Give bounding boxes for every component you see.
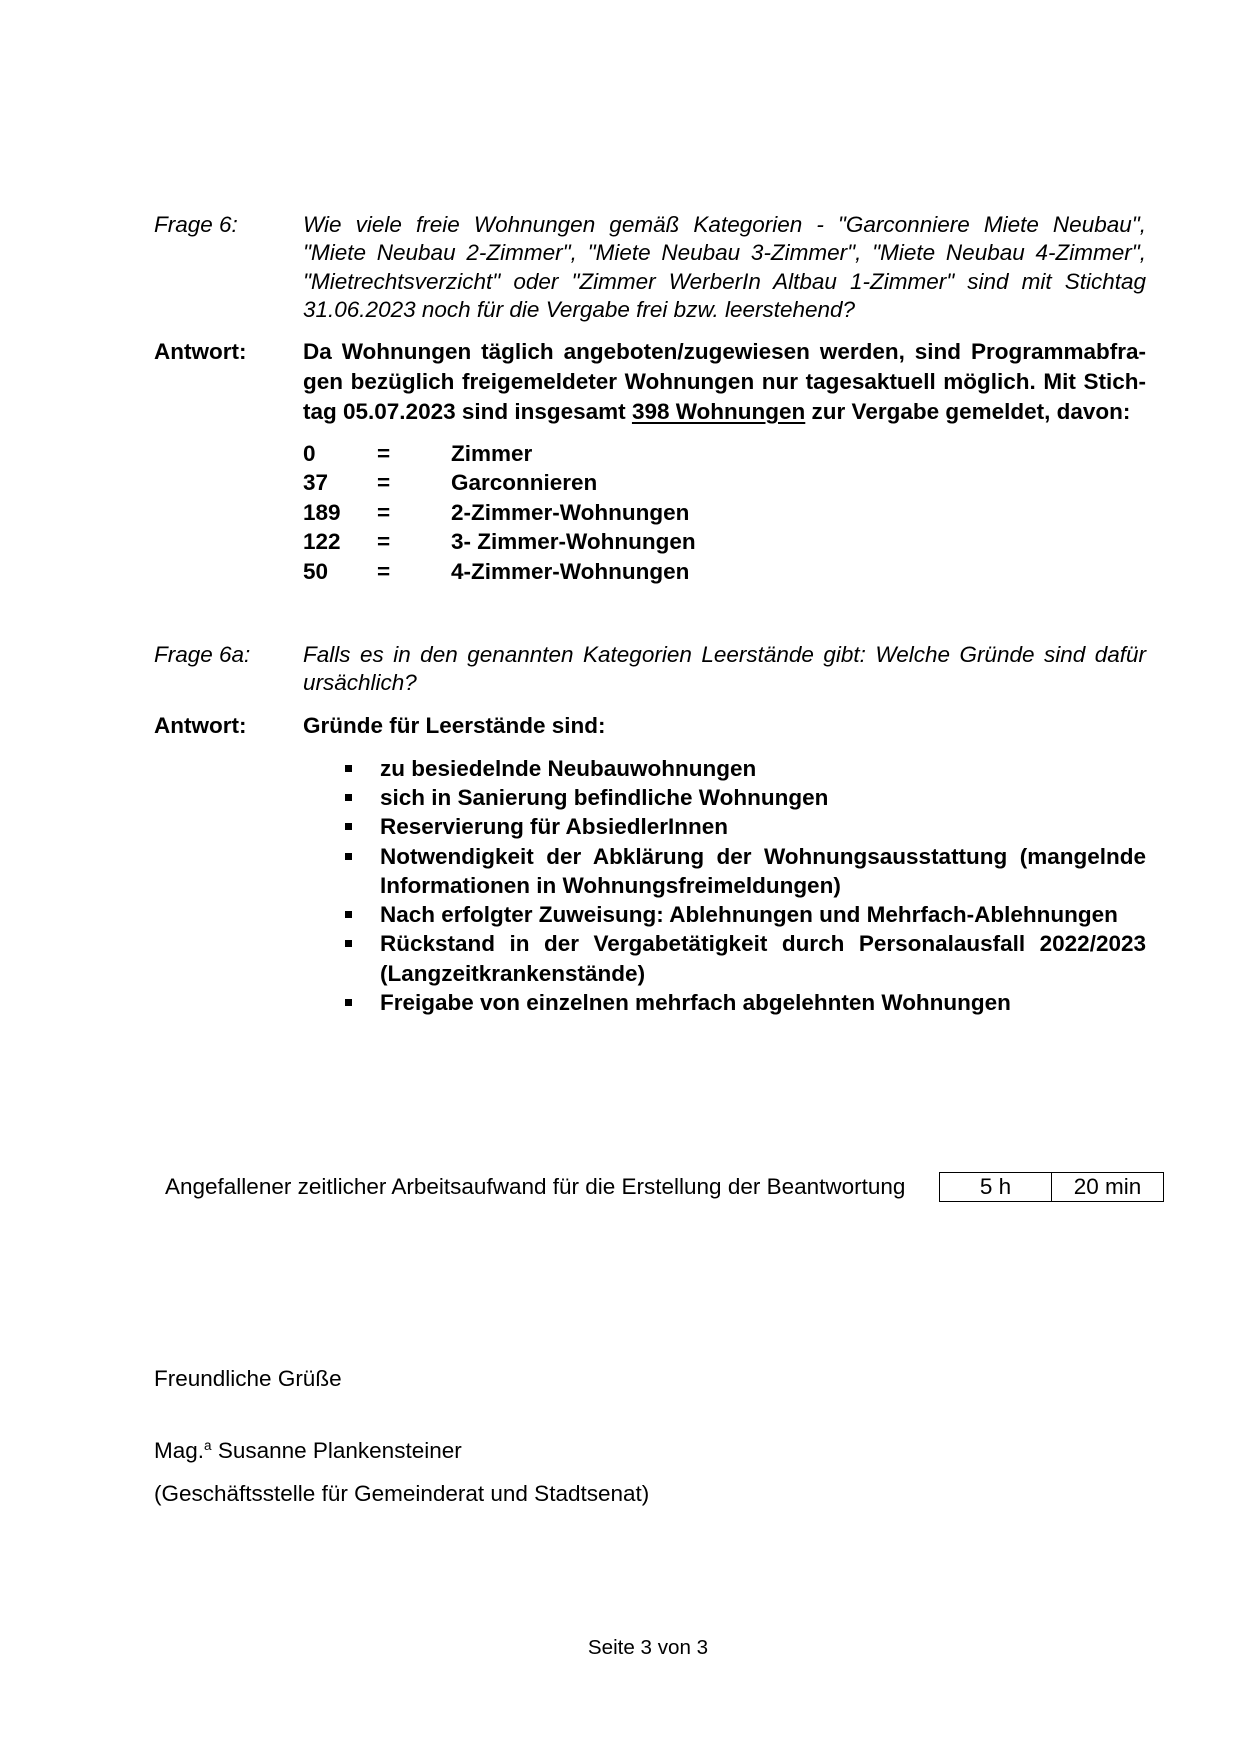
question-6-label: Frage 6: <box>154 211 238 237</box>
answer-6a-label: Antwort: <box>154 713 247 739</box>
question-6a-text <box>303 641 1146 697</box>
breakdown-equals-sign: = <box>377 470 391 496</box>
question-6a-text-line: Falls es in den genannten Kategorien Leerstände gibt: Welche Gründe sind dafür <box>303 641 1146 667</box>
reason-text-line: Freigabe von einzelnen mehrfach abgelehnten Wohnungen <box>380 989 1011 1015</box>
signature-name: Susanne Plankensteiner <box>217 1438 462 1463</box>
reason-text-line: zu besiedelnde Neubauwohnungen <box>380 755 757 781</box>
breakdown-category: Zimmer <box>451 440 533 466</box>
answer-6-total-apartments: 398 Wohnungen <box>631 398 806 424</box>
question-6-text-line: Wie viele freie Wohnungen gemäß Kategorien - "Garconniere Miete Neubau", <box>303 211 1146 237</box>
breakdown-count: 189 <box>303 499 341 525</box>
answer-6-text-line: gen bezüglich freigemeldeter Wohnungen nur tagesaktuell möglich. Mit Stich- <box>303 368 1146 394</box>
reason-text-line: sich in Sanierung befindliche Wohnungen <box>380 785 829 811</box>
reason-text-line: Rückstand in der Vergabetätigkeit durch Personalausfall 2022/2023 <box>380 931 1146 957</box>
breakdown-equals-sign: = <box>377 499 391 525</box>
reason-text-line: Notwendigkeit der Abklärung der Wohnungsausstattung (mangelnde <box>380 843 1146 869</box>
reason-text-line: Informationen in Wohnungsfreimeldungen) <box>380 872 841 898</box>
breakdown-row <box>303 439 803 469</box>
closing-greeting: Freundliche Grüße <box>154 1366 342 1391</box>
effort-box <box>939 1172 1164 1202</box>
answer-6-text-line <box>303 397 1146 427</box>
reason-text-line: (Langzeitkrankenstände) <box>380 960 646 986</box>
effort-minutes: 20 min <box>1051 1173 1163 1201</box>
reason-item <box>380 783 1146 812</box>
square-bullet-icon <box>345 853 352 860</box>
square-bullet-icon <box>345 823 352 830</box>
breakdown-count: 50 <box>303 558 329 584</box>
breakdown-category: Garconnieren <box>451 470 598 496</box>
apartment-breakdown-table <box>303 439 803 587</box>
answer-6a-intro-text: Gründe für Leerstände sind: <box>303 713 606 739</box>
reasons-list <box>380 754 1146 1017</box>
question-6a-text-line: ursächlich? <box>303 669 417 695</box>
reason-item <box>380 929 1146 988</box>
reason-item <box>380 988 1146 1017</box>
question-6-text-line: 31.06.2023 noch für die Vergabe frei bzw. leerstehend? <box>303 297 856 323</box>
breakdown-count: 0 <box>303 440 316 466</box>
answer-6-text <box>303 337 1146 426</box>
signature-department: (Geschäftsstelle für Gemeinderat und Stadtsenat) <box>154 1481 650 1506</box>
breakdown-category: 2-Zimmer-Wohnungen <box>451 499 690 525</box>
reason-text-line: Nach erfolgter Zuweisung: Ablehnungen und Mehrfach-Ablehnungen <box>380 902 1118 928</box>
square-bullet-icon <box>345 911 352 918</box>
signature-title-superscript: a <box>204 1438 212 1453</box>
answer-6-label: Antwort: <box>154 339 247 365</box>
breakdown-row <box>303 498 803 528</box>
breakdown-equals-sign: = <box>377 440 391 466</box>
answer-6-text-line: Da Wohnungen täglich angeboten/zugewiesen werden, sind Programmabfra- <box>303 339 1146 365</box>
square-bullet-icon <box>345 940 352 947</box>
breakdown-row <box>303 468 803 498</box>
effort-hours: 5 h <box>979 1174 1012 1199</box>
breakdown-count: 37 <box>303 470 329 496</box>
breakdown-row <box>303 527 803 557</box>
page-number-footer: Seite 3 von 3 <box>587 1636 709 1659</box>
breakdown-row <box>303 557 803 587</box>
answer-6-line-start: tag 05.07.2023 sind insgesamt <box>303 398 626 424</box>
breakdown-count: 122 <box>303 529 341 555</box>
reason-item <box>380 900 1146 929</box>
question-6-text <box>303 211 1146 325</box>
square-bullet-icon <box>345 765 352 772</box>
answer-6a-intro <box>303 711 1146 740</box>
question-6-text-line: "Mietrechtsverzicht" oder "Zimmer WerberIn Altbau 1-Zimmer" sind mit Stichtag <box>303 268 1146 294</box>
question-6a-label: Frage 6a: <box>154 641 251 667</box>
effort-label: Angefallener zeitlicher Arbeitsaufwand für die Erstellung der Beantwortung <box>165 1174 906 1199</box>
square-bullet-icon <box>345 794 352 801</box>
breakdown-equals-sign: = <box>377 558 391 584</box>
reason-text-line: Reservierung für AbsiedlerInnen <box>380 814 729 840</box>
question-6-text-line: "Miete Neubau 2-Zimmer", "Miete Neubau 3-Zimmer", "Miete Neubau 4-Zimmer", <box>303 240 1146 266</box>
answer-6-line-end: zur Vergabe gemeldet, davon: <box>811 398 1131 424</box>
breakdown-category: 3- Zimmer-Wohnungen <box>451 529 696 555</box>
reason-item <box>380 754 1146 783</box>
breakdown-equals-sign: = <box>377 529 391 555</box>
square-bullet-icon <box>345 999 352 1006</box>
breakdown-category: 4-Zimmer-Wohnungen <box>451 558 690 584</box>
signature-title: Mag. <box>154 1438 205 1463</box>
reason-item <box>380 842 1146 901</box>
signature <box>154 1437 462 1465</box>
reason-item <box>380 812 1146 841</box>
